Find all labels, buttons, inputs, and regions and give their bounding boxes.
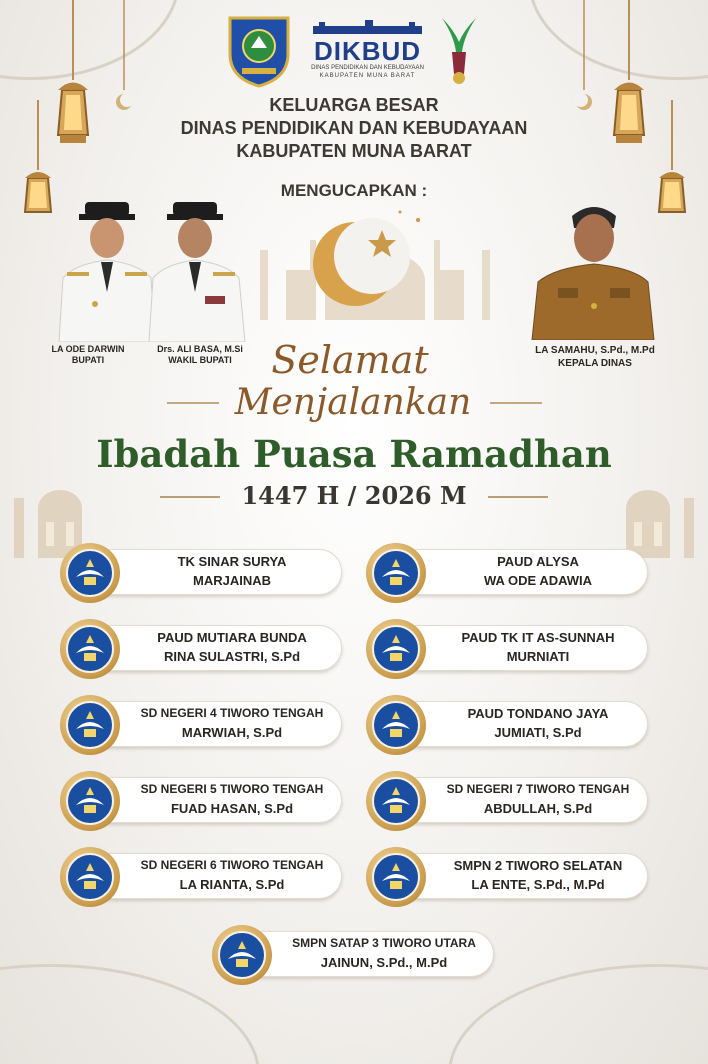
- dikbud-subtitle: DINAS PENDIDIKAN DAN KEBUDAYAAN: [311, 65, 424, 71]
- school-name: PAUD ALYSA: [497, 554, 579, 569]
- tut-wuri-handayani-badge-icon: [60, 771, 120, 831]
- tut-wuri-handayani-badge-icon: [366, 771, 426, 831]
- tut-wuri-emblem-icon: [374, 627, 418, 671]
- school-card: [366, 543, 648, 601]
- school-head: JUMIATI, S.Pd: [494, 725, 582, 740]
- school-name: SD NEGERI 6 TIWORO TENGAH: [140, 858, 324, 872]
- tut-wuri-handayani-badge-icon: [366, 847, 426, 907]
- school-name: PAUD MUTIARA BUNDA: [157, 630, 307, 645]
- tut-wuri-handayani-badge-icon: [60, 847, 120, 907]
- mosque-crescent-illustration: [250, 210, 500, 325]
- kepala-dinas-photo: [528, 198, 658, 340]
- regency-shield-logo: [224, 14, 294, 88]
- school-name: SD NEGERI 4 TIWORO TENGAH: [140, 706, 324, 720]
- header-department-line: DINAS PENDIDIKAN DAN KEBUDAYAAN: [180, 118, 528, 138]
- tut-wuri-emblem-icon: [374, 551, 418, 595]
- dikbud-subtitle-region: KABUPATEN MUNA BARAT: [319, 73, 416, 79]
- kepala-dinas-caption: [505, 344, 685, 370]
- bupati-name: LA ODE DARWIN: [51, 344, 125, 354]
- school-card: [60, 847, 342, 905]
- header-regency-line: KABUPATEN MUNA BARAT: [236, 141, 472, 161]
- school-card: [366, 619, 648, 677]
- wakil-bupati-name: Drs. ALI BASA, M.Si: [157, 344, 243, 354]
- greeting-main-title: Ibadah Puasa Ramadhan: [96, 432, 612, 476]
- greeting-script-menjalankan: Menjalankan: [234, 382, 472, 423]
- tut-wuri-emblem-icon: [220, 933, 264, 977]
- school-name: PAUD TK IT AS-SUNNAH: [461, 630, 615, 645]
- school-card: [212, 925, 494, 983]
- muna-barat-emblem-logo: [434, 12, 484, 88]
- bupati-caption: [48, 344, 128, 366]
- school-card: [366, 847, 648, 905]
- tut-wuri-handayani-badge-icon: [60, 695, 120, 755]
- school-name: SMPN SATAP 3 TIWORO UTARA: [292, 936, 476, 950]
- bupati-and-wakil-photo: [55, 200, 250, 342]
- greeting-year: 1447 H / 2026 M: [241, 481, 467, 510]
- dikbud-wordmark: DIKBUD: [313, 36, 422, 66]
- school-name: SD NEGERI 7 TIWORO TENGAH: [446, 782, 630, 796]
- tut-wuri-emblem-icon: [68, 779, 112, 823]
- dikbud-logo: [305, 20, 430, 82]
- school-head: ABDULLAH, S.Pd: [483, 801, 593, 816]
- school-name: SMPN 2 TIWORO SELATAN: [453, 858, 623, 873]
- school-card: [60, 619, 342, 677]
- school-head: MARWIAH, S.Pd: [181, 725, 283, 740]
- school-head: LA RIANTA, S.Pd: [179, 877, 285, 892]
- header-family-line: KELUARGA BESAR: [269, 95, 439, 115]
- tut-wuri-handayani-badge-icon: [60, 619, 120, 679]
- header-says-line: MENGUCAPKAN :: [280, 181, 428, 200]
- school-head: LA ENTE, S.Pd., M.Pd: [471, 877, 605, 892]
- tut-wuri-emblem-icon: [374, 855, 418, 899]
- tut-wuri-emblem-icon: [68, 703, 112, 747]
- school-name: PAUD TONDANO JAYA: [467, 706, 609, 721]
- tut-wuri-emblem-icon: [68, 627, 112, 671]
- tut-wuri-handayani-badge-icon: [366, 695, 426, 755]
- tut-wuri-emblem-icon: [374, 779, 418, 823]
- school-name: SD NEGERI 5 TIWORO TENGAH: [140, 782, 324, 796]
- tut-wuri-emblem-icon: [68, 551, 112, 595]
- school-head: WA ODE ADAWIA: [483, 573, 593, 588]
- tut-wuri-handayani-badge-icon: [212, 925, 272, 985]
- tut-wuri-emblem-icon: [68, 855, 112, 899]
- school-head: MURNIATI: [506, 649, 570, 664]
- school-card: [366, 771, 648, 829]
- school-head: JAINUN, S.Pd., M.Pd: [320, 955, 448, 970]
- school-card: [60, 771, 342, 829]
- school-name: TK SINAR SURYA: [177, 554, 287, 569]
- kepala-dinas-name: LA SAMAHU, S.Pd., M.Pd: [535, 345, 655, 356]
- school-card: [60, 695, 342, 753]
- school-head: MARJAINAB: [193, 573, 271, 588]
- wakil-bupati-caption: [150, 344, 250, 366]
- flourish-left: [167, 402, 219, 404]
- bupati-role: BUPATI: [71, 355, 105, 365]
- greeting-script-selamat: Selamat: [271, 338, 429, 382]
- flourish-right: [490, 402, 542, 404]
- tut-wuri-handayani-badge-icon: [366, 619, 426, 679]
- school-head: RINA SULASTRI, S.Pd: [163, 649, 301, 664]
- tut-wuri-handayani-badge-icon: [60, 543, 120, 603]
- school-card: [366, 695, 648, 753]
- school-card: [60, 543, 342, 601]
- tut-wuri-handayani-badge-icon: [366, 543, 426, 603]
- school-head: FUAD HASAN, S.Pd: [170, 801, 294, 816]
- kepala-dinas-role: KEPALA DINAS: [558, 358, 632, 369]
- logo-bar: [0, 8, 708, 84]
- tut-wuri-emblem-icon: [374, 703, 418, 747]
- wakil-bupati-role: WAKIL BUPATI: [168, 355, 232, 365]
